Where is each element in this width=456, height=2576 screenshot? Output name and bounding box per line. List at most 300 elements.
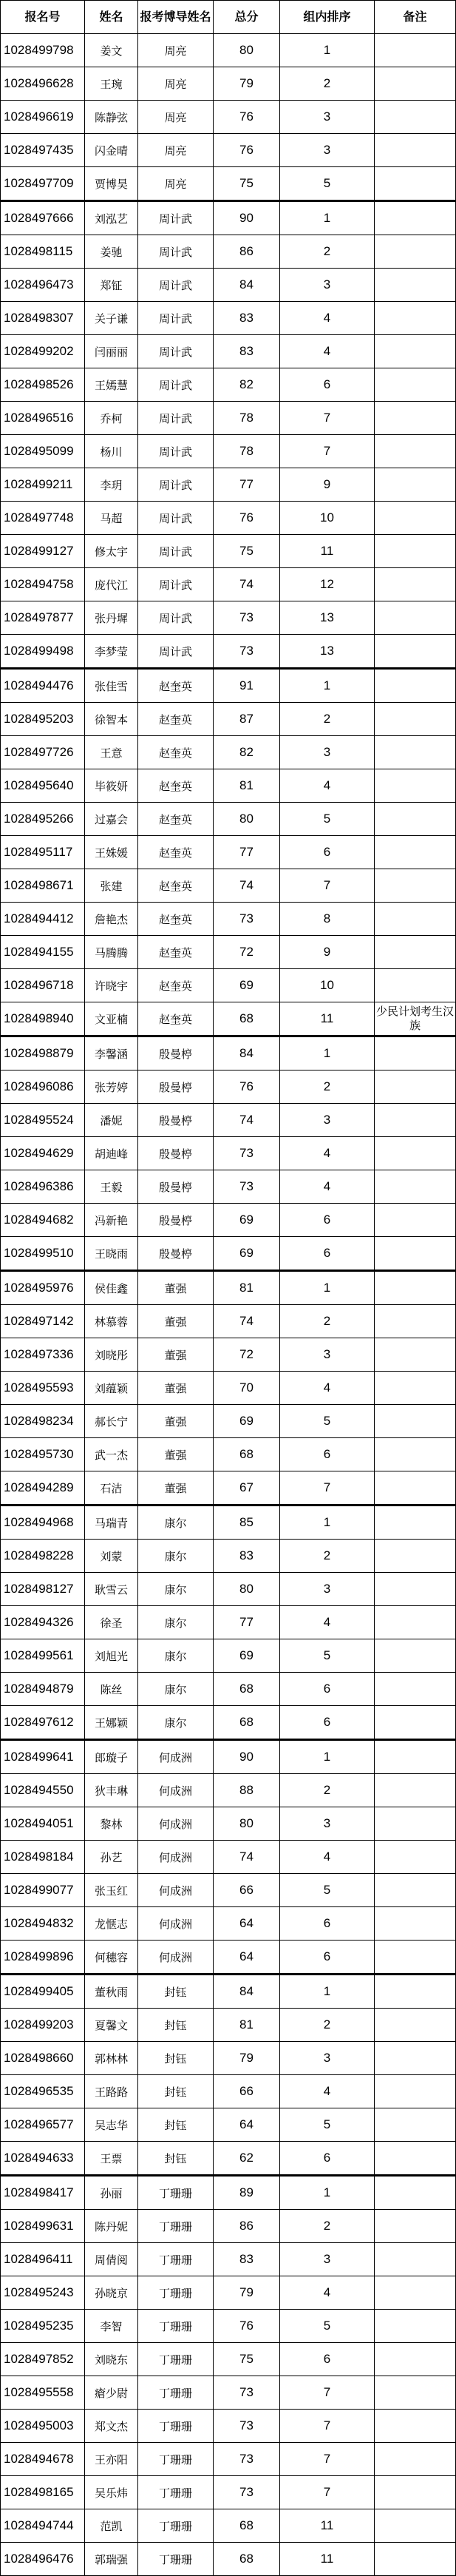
cell-advisor: 封钰	[138, 2142, 214, 2176]
cell-score: 77	[214, 468, 280, 502]
table-row	[1, 1941, 456, 1975]
cell-id: 1028498879	[1, 1036, 85, 1070]
table-row	[1, 1506, 456, 1540]
cell-score: 73	[214, 2376, 280, 2410]
cell-id: 1028499211	[1, 468, 85, 502]
table-row	[1, 969, 456, 1002]
cell-name: 李玥	[85, 468, 138, 502]
cell-advisor: 董强	[138, 1372, 214, 1405]
cell-score: 69	[214, 1639, 280, 1673]
cell-note	[375, 869, 456, 903]
table-row	[1, 2343, 456, 2376]
cell-rank: 6	[280, 1907, 375, 1941]
cell-name: 王意	[85, 736, 138, 769]
cell-id: 1028498165	[1, 2476, 85, 2509]
cell-score: 77	[214, 1606, 280, 1639]
cell-note	[375, 769, 456, 803]
cell-name: 胡迪峰	[85, 1137, 138, 1170]
cell-id: 1028498307	[1, 302, 85, 335]
cell-rank: 7	[280, 2443, 375, 2476]
cell-id: 1028499127	[1, 535, 85, 568]
cell-name: 武一杰	[85, 1438, 138, 1471]
cell-name: 王亦阳	[85, 2443, 138, 2476]
cell-name: 孙丽	[85, 2176, 138, 2210]
cell-name: 黎林	[85, 1807, 138, 1841]
cell-rank: 1	[280, 1740, 375, 1774]
cell-score: 68	[214, 1438, 280, 1471]
cell-note	[375, 635, 456, 669]
cell-score: 62	[214, 2142, 280, 2176]
table-row	[1, 435, 456, 468]
cell-score: 81	[214, 769, 280, 803]
cell-advisor: 董强	[138, 1338, 214, 1372]
cell-id: 1028495099	[1, 435, 85, 468]
table-row	[1, 2210, 456, 2243]
cell-advisor: 封钰	[138, 2009, 214, 2042]
cell-name: 龙惬志	[85, 1907, 138, 1941]
cell-id: 1028498417	[1, 2176, 85, 2210]
cell-note	[375, 1606, 456, 1639]
cell-advisor: 丁珊珊	[138, 2276, 214, 2310]
cell-score: 67	[214, 1471, 280, 1506]
cell-rank: 5	[280, 1874, 375, 1907]
cell-note	[375, 836, 456, 869]
cell-rank: 7	[280, 2376, 375, 2410]
table-row	[1, 1338, 456, 1372]
table-row	[1, 2476, 456, 2509]
cell-score: 85	[214, 1506, 280, 1540]
table-row	[1, 1573, 456, 1606]
cell-id: 1028498127	[1, 1573, 85, 1606]
cell-note	[375, 101, 456, 134]
cell-note	[375, 601, 456, 635]
cell-name: 何穗容	[85, 1941, 138, 1975]
cell-name: 毕筱妍	[85, 769, 138, 803]
cell-score: 66	[214, 1874, 280, 1907]
cell-id: 1028494629	[1, 1137, 85, 1170]
cell-score: 73	[214, 635, 280, 669]
cell-rank: 13	[280, 635, 375, 669]
cell-advisor: 周计武	[138, 601, 214, 635]
table-row	[1, 1673, 456, 1706]
cell-note	[375, 2410, 456, 2443]
table-row	[1, 2176, 456, 2210]
cell-score: 82	[214, 736, 280, 769]
cell-advisor: 周计武	[138, 269, 214, 302]
cell-score: 89	[214, 2176, 280, 2210]
header-id: 报名号	[1, 1, 85, 34]
table-row	[1, 1137, 456, 1170]
cell-advisor: 殷曼楟	[138, 1170, 214, 1204]
cell-name: 闫丽丽	[85, 335, 138, 368]
cell-score: 68	[214, 2509, 280, 2543]
cell-rank: 3	[280, 101, 375, 134]
cell-rank: 2	[280, 2009, 375, 2042]
cell-score: 74	[214, 1305, 280, 1338]
cell-rank: 10	[280, 502, 375, 535]
cell-rank: 13	[280, 601, 375, 635]
cell-score: 73	[214, 2410, 280, 2443]
cell-rank: 3	[280, 134, 375, 167]
cell-rank: 6	[280, 1941, 375, 1975]
cell-rank: 4	[280, 769, 375, 803]
cell-score: 86	[214, 235, 280, 269]
cell-rank: 1	[280, 1271, 375, 1305]
cell-advisor: 何成洲	[138, 1874, 214, 1907]
table-row	[1, 1237, 456, 1271]
cell-id: 1028494633	[1, 2142, 85, 2176]
cell-rank: 6	[280, 836, 375, 869]
cell-name: 孙晓京	[85, 2276, 138, 2310]
table-row	[1, 1975, 456, 2009]
cell-score: 91	[214, 669, 280, 703]
table-row	[1, 1271, 456, 1305]
cell-note	[375, 368, 456, 402]
cell-score: 81	[214, 1271, 280, 1305]
cell-name: 姜驰	[85, 235, 138, 269]
cell-advisor: 周计武	[138, 402, 214, 435]
cell-name: 郭瑞强	[85, 2543, 138, 2576]
cell-name: 杨川	[85, 435, 138, 468]
cell-name: 过嘉会	[85, 803, 138, 836]
table-row	[1, 67, 456, 101]
cell-score: 79	[214, 2042, 280, 2075]
cell-advisor: 赵奎英	[138, 903, 214, 936]
cell-id: 1028497666	[1, 201, 85, 235]
cell-note	[375, 1372, 456, 1405]
cell-rank: 6	[280, 1673, 375, 1706]
cell-note	[375, 502, 456, 535]
table-row	[1, 134, 456, 167]
cell-id: 1028496535	[1, 2075, 85, 2108]
cell-advisor: 赵奎英	[138, 769, 214, 803]
cell-rank: 8	[280, 903, 375, 936]
cell-id: 1028497142	[1, 1305, 85, 1338]
table-row	[1, 2443, 456, 2476]
cell-advisor: 董强	[138, 1471, 214, 1506]
cell-score: 84	[214, 1975, 280, 2009]
cell-id: 1028494051	[1, 1807, 85, 1841]
cell-advisor: 董强	[138, 1438, 214, 1471]
cell-score: 77	[214, 836, 280, 869]
cell-note	[375, 167, 456, 201]
cell-note	[375, 568, 456, 601]
cell-advisor: 康尔	[138, 1540, 214, 1573]
cell-rank: 6	[280, 2343, 375, 2376]
cell-rank: 3	[280, 736, 375, 769]
cell-score: 68	[214, 1706, 280, 1740]
cell-advisor: 周计武	[138, 235, 214, 269]
cell-id: 1028496386	[1, 1170, 85, 1204]
cell-note	[375, 2075, 456, 2108]
cell-id: 1028495593	[1, 1372, 85, 1405]
cell-score: 75	[214, 167, 280, 201]
cell-advisor: 殷曼楟	[138, 1137, 214, 1170]
cell-name: 徐圣	[85, 1606, 138, 1639]
table-row	[1, 869, 456, 903]
cell-advisor: 丁珊珊	[138, 2176, 214, 2210]
cell-advisor: 周计武	[138, 302, 214, 335]
table-row	[1, 201, 456, 235]
cell-score: 86	[214, 2210, 280, 2243]
cell-note	[375, 1104, 456, 1137]
cell-id: 1028496086	[1, 1070, 85, 1104]
cell-note	[375, 402, 456, 435]
cell-score: 76	[214, 134, 280, 167]
table-row	[1, 2042, 456, 2075]
cell-note	[375, 1170, 456, 1204]
cell-id: 1028498671	[1, 869, 85, 903]
cell-name: 刘晓彤	[85, 1338, 138, 1372]
table-row	[1, 635, 456, 669]
cell-rank: 11	[280, 2509, 375, 2543]
table-row	[1, 1170, 456, 1204]
table-row	[1, 1070, 456, 1104]
cell-rank: 3	[280, 1104, 375, 1137]
table-body	[1, 34, 456, 2576]
cell-rank: 10	[280, 969, 375, 1002]
cell-advisor: 丁珊珊	[138, 2210, 214, 2243]
cell-advisor: 康尔	[138, 1706, 214, 1740]
cell-rank: 1	[280, 669, 375, 703]
cell-advisor: 周计武	[138, 368, 214, 402]
cell-note	[375, 903, 456, 936]
cell-score: 68	[214, 1002, 280, 1036]
cell-advisor: 周计武	[138, 502, 214, 535]
table-row	[1, 302, 456, 335]
cell-name: 吴志华	[85, 2108, 138, 2142]
cell-name: 姜文	[85, 34, 138, 67]
cell-advisor: 殷曼楟	[138, 1036, 214, 1070]
cell-name: 李梦莹	[85, 635, 138, 669]
cell-rank: 1	[280, 2176, 375, 2210]
cell-score: 72	[214, 936, 280, 969]
cell-score: 90	[214, 201, 280, 235]
cell-advisor: 周亮	[138, 134, 214, 167]
cell-advisor: 赵奎英	[138, 1002, 214, 1036]
cell-note	[375, 2142, 456, 2176]
cell-note	[375, 2176, 456, 2210]
cell-id: 1028499405	[1, 1975, 85, 2009]
table-row	[1, 1740, 456, 1774]
cell-id: 1028499631	[1, 2210, 85, 2243]
cell-name: 陈丹妮	[85, 2210, 138, 2243]
cell-rank: 2	[280, 67, 375, 101]
cell-note	[375, 2476, 456, 2509]
cell-note	[375, 1338, 456, 1372]
table-row	[1, 2108, 456, 2142]
cell-score: 73	[214, 1170, 280, 1204]
cell-advisor: 董强	[138, 1405, 214, 1438]
cell-advisor: 周亮	[138, 101, 214, 134]
cell-note	[375, 1841, 456, 1874]
cell-score: 76	[214, 502, 280, 535]
cell-id: 1028495558	[1, 2376, 85, 2410]
cell-name: 林慕蓉	[85, 1305, 138, 1338]
cell-name: 冯新艳	[85, 1204, 138, 1237]
table-row	[1, 402, 456, 435]
cell-note	[375, 1271, 456, 1305]
cell-note	[375, 34, 456, 67]
cell-note	[375, 2276, 456, 2310]
cell-name: 文亚楠	[85, 1002, 138, 1036]
cell-advisor: 董强	[138, 1305, 214, 1338]
cell-note	[375, 1639, 456, 1673]
cell-id: 1028494758	[1, 568, 85, 601]
cell-note	[375, 1070, 456, 1104]
cell-note	[375, 1807, 456, 1841]
cell-note	[375, 1438, 456, 1471]
cell-name: 郑文杰	[85, 2410, 138, 2443]
cell-rank: 1	[280, 1975, 375, 2009]
cell-score: 78	[214, 435, 280, 468]
cell-id: 1028499510	[1, 1237, 85, 1271]
cell-advisor: 康尔	[138, 1639, 214, 1673]
cell-note	[375, 936, 456, 969]
header-advisor: 报考博导姓名	[138, 1, 214, 34]
cell-score: 74	[214, 1104, 280, 1137]
cell-rank: 7	[280, 435, 375, 468]
table-row	[1, 2543, 456, 2576]
cell-rank: 6	[280, 2142, 375, 2176]
cell-rank: 5	[280, 2108, 375, 2142]
cell-name: 王嫣慧	[85, 368, 138, 402]
cell-score: 72	[214, 1338, 280, 1372]
cell-id: 1028498660	[1, 2042, 85, 2075]
cell-name: 潘妮	[85, 1104, 138, 1137]
cell-score: 83	[214, 335, 280, 368]
cell-id: 1028495730	[1, 1438, 85, 1471]
cell-name: 贾博昊	[85, 167, 138, 201]
cell-score: 76	[214, 1070, 280, 1104]
table-row	[1, 1372, 456, 1405]
cell-note	[375, 2042, 456, 2075]
cell-name: 闪金晴	[85, 134, 138, 167]
header-name: 姓名	[85, 1, 138, 34]
cell-name: 王娜颖	[85, 1706, 138, 1740]
cell-rank: 1	[280, 1506, 375, 1540]
cell-name: 李智	[85, 2310, 138, 2343]
cell-rank: 3	[280, 1807, 375, 1841]
cell-score: 73	[214, 2476, 280, 2509]
cell-id: 1028497748	[1, 502, 85, 535]
cell-note	[375, 468, 456, 502]
cell-name: 石洁	[85, 1471, 138, 1506]
cell-note	[375, 1673, 456, 1706]
table-row	[1, 1807, 456, 1841]
cell-name: 刘蕴颖	[85, 1372, 138, 1405]
cell-note	[375, 803, 456, 836]
cell-score: 64	[214, 2108, 280, 2142]
cell-id: 1028499498	[1, 635, 85, 669]
cell-id: 1028498115	[1, 235, 85, 269]
cell-rank: 4	[280, 1137, 375, 1170]
cell-name: 陈静弦	[85, 101, 138, 134]
cell-id: 1028499561	[1, 1639, 85, 1673]
cell-id: 1028496473	[1, 269, 85, 302]
cell-id: 1028494832	[1, 1907, 85, 1941]
cell-note	[375, 2376, 456, 2410]
cell-score: 74	[214, 1841, 280, 1874]
cell-name: 关子谦	[85, 302, 138, 335]
table-row	[1, 1907, 456, 1941]
cell-note	[375, 1740, 456, 1774]
table-row	[1, 601, 456, 635]
table-row	[1, 736, 456, 769]
cell-id: 1028497726	[1, 736, 85, 769]
table-row	[1, 235, 456, 269]
cell-rank: 7	[280, 1471, 375, 1506]
cell-advisor: 周计武	[138, 535, 214, 568]
cell-advisor: 周亮	[138, 34, 214, 67]
cell-advisor: 何成洲	[138, 1774, 214, 1807]
table-row	[1, 535, 456, 568]
table-row	[1, 703, 456, 736]
cell-rank: 3	[280, 1338, 375, 1372]
cell-name: 瘡少尉	[85, 2376, 138, 2410]
cell-name: 范凯	[85, 2509, 138, 2543]
cell-advisor: 封钰	[138, 2108, 214, 2142]
cell-id: 1028494744	[1, 2509, 85, 2543]
table-row	[1, 269, 456, 302]
table-row	[1, 1706, 456, 1740]
cell-advisor: 赵奎英	[138, 869, 214, 903]
cell-advisor: 周计武	[138, 335, 214, 368]
table-row	[1, 1204, 456, 1237]
table-row	[1, 1471, 456, 1506]
table-row	[1, 1438, 456, 1471]
cell-rank: 2	[280, 2210, 375, 2243]
cell-advisor: 殷曼楟	[138, 1237, 214, 1271]
cell-rank: 4	[280, 2075, 375, 2108]
cell-note	[375, 2509, 456, 2543]
cell-note	[375, 1506, 456, 1540]
cell-note	[375, 2210, 456, 2243]
table-row	[1, 2310, 456, 2343]
cell-id: 1028494550	[1, 1774, 85, 1807]
cell-id: 1028495976	[1, 1271, 85, 1305]
table-row	[1, 1874, 456, 1907]
cell-advisor: 周亮	[138, 67, 214, 101]
cell-rank: 5	[280, 803, 375, 836]
cell-advisor: 何成洲	[138, 1907, 214, 1941]
cell-name: 徐智本	[85, 703, 138, 736]
cell-advisor: 殷曼楟	[138, 1104, 214, 1137]
cell-name: 吴乐炜	[85, 2476, 138, 2509]
cell-advisor: 赵奎英	[138, 803, 214, 836]
cell-advisor: 周计武	[138, 435, 214, 468]
cell-note	[375, 2343, 456, 2376]
cell-score: 68	[214, 1673, 280, 1706]
cell-id: 1028494155	[1, 936, 85, 969]
cell-id: 1028495243	[1, 2276, 85, 2310]
cell-score: 82	[214, 368, 280, 402]
cell-note	[375, 1540, 456, 1573]
table-row	[1, 2009, 456, 2042]
cell-advisor: 何成洲	[138, 1941, 214, 1975]
cell-id: 1028496411	[1, 2243, 85, 2276]
cell-score: 84	[214, 1036, 280, 1070]
table-row	[1, 1305, 456, 1338]
cell-id: 1028498940	[1, 1002, 85, 1036]
cell-rank: 3	[280, 2042, 375, 2075]
table-row	[1, 1841, 456, 1874]
cell-score: 73	[214, 601, 280, 635]
cell-note	[375, 1036, 456, 1070]
cell-note	[375, 1137, 456, 1170]
cell-rank: 9	[280, 468, 375, 502]
cell-rank: 4	[280, 1606, 375, 1639]
